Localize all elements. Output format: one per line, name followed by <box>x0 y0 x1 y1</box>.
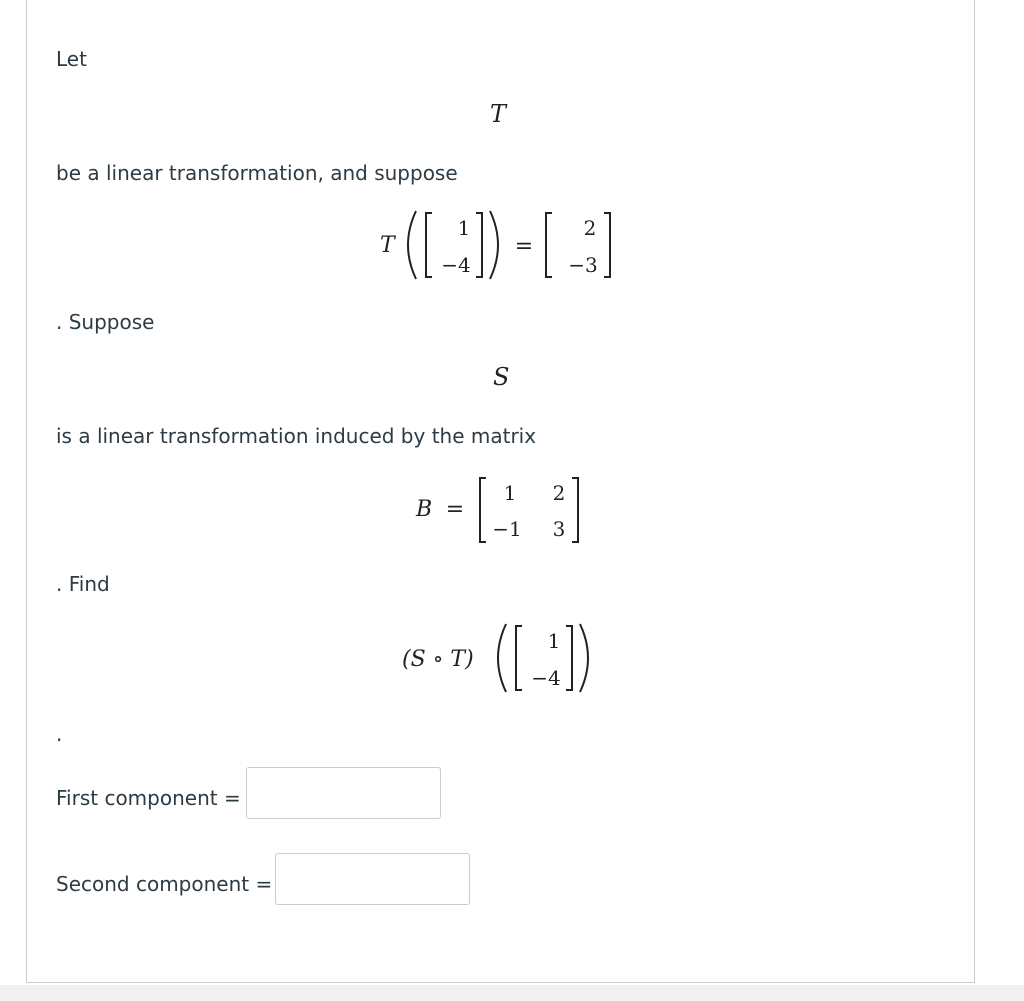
b-matrix-r2c2: 3 <box>552 517 566 541</box>
b-matrix-right-bracket <box>572 478 578 542</box>
b-matrix-r1c2: 2 <box>552 481 566 505</box>
induced-text: is a linear transformation induced by the matrix <box>56 424 537 448</box>
t-input-left-bracket <box>426 213 432 277</box>
t-equation-func: T <box>380 233 395 258</box>
first-component-input[interactable] <box>246 767 441 819</box>
t-output-bottom: −3 <box>568 253 598 277</box>
page-background-strip <box>0 985 1024 1001</box>
find-text: . Find <box>56 572 110 596</box>
b-matrix-equation <box>410 470 600 550</box>
composition-input-bottom: −4 <box>531 666 561 690</box>
composition-expression <box>398 618 608 698</box>
b-matrix-r2c1: −1 <box>492 517 522 541</box>
t-equation-equals: = <box>514 234 534 259</box>
t-output-right-bracket <box>604 213 610 277</box>
composition-input-top: 1 <box>547 629 561 653</box>
let-text: Let <box>56 47 87 71</box>
t-input-bottom: −4 <box>441 253 471 277</box>
first-component-label: First component = <box>56 786 241 810</box>
s-symbol: S <box>493 363 510 391</box>
suppose-text: . Suppose <box>56 310 155 334</box>
second-component-input[interactable] <box>275 853 470 905</box>
t-input-top: 1 <box>457 216 471 240</box>
be-linear-text: be a linear transformation, and suppose <box>56 161 458 185</box>
period-text: . <box>56 722 63 746</box>
b-matrix-left-bracket <box>480 478 486 542</box>
t-output-top: 2 <box>583 216 597 240</box>
t-symbol: T <box>490 100 507 128</box>
t-output-left-bracket <box>546 213 552 277</box>
composition-right-paren <box>580 624 588 692</box>
t-equation-left-paren <box>408 211 416 279</box>
t-input-right-bracket <box>476 213 482 277</box>
composition-left-bracket <box>516 626 522 690</box>
b-matrix-r1c1: 1 <box>503 481 517 505</box>
composition-expr: (S ∘ T) <box>402 647 474 672</box>
t-equation-right-paren <box>490 211 498 279</box>
composition-left-paren <box>498 624 506 692</box>
b-matrix-name: B <box>416 497 433 522</box>
second-component-label: Second component = <box>56 872 273 896</box>
composition-right-bracket <box>566 626 572 690</box>
b-matrix-equals: = <box>445 497 465 522</box>
t-equation <box>370 205 640 285</box>
